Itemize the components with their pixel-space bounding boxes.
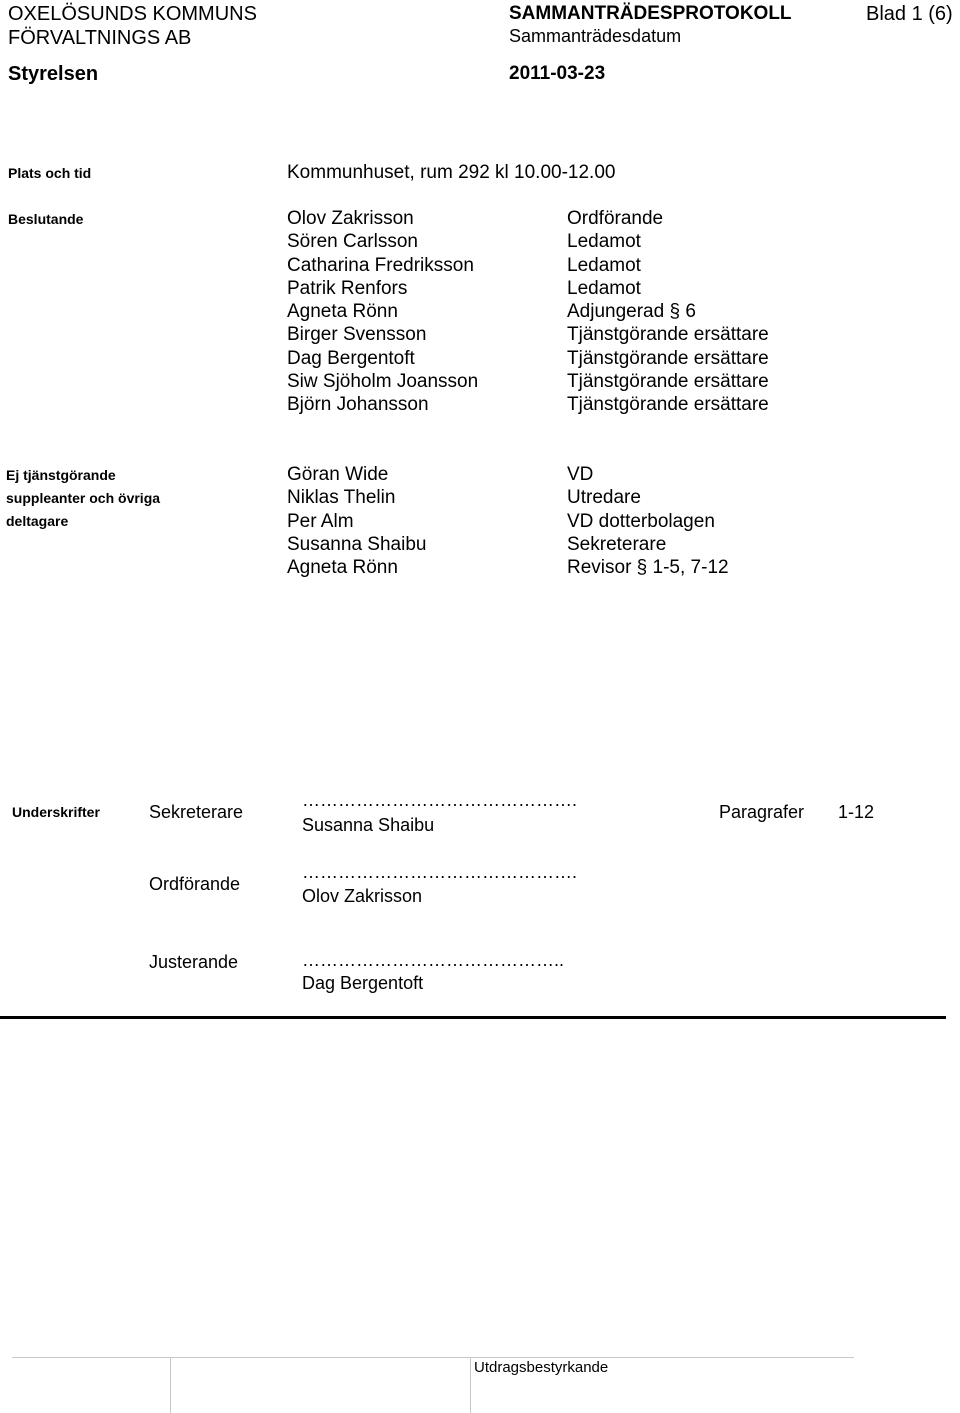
adjuster-name: Dag Bergentoft: [302, 973, 424, 993]
attendee-name: Per Alm: [287, 510, 354, 532]
attendee-name: Niklas Thelin: [287, 487, 396, 509]
attendee-name: Susanna Shaibu: [287, 533, 427, 555]
member-role: Ledamot: [567, 254, 641, 276]
attendee-name: Agneta Rönn: [287, 557, 398, 579]
member-role: Tjänstgörande ersättare: [567, 394, 769, 416]
member-role: Ledamot: [567, 231, 641, 253]
member-name: Birger Svensson: [287, 324, 427, 346]
meeting-date: 2011-03-23: [509, 63, 606, 84]
member-name: Patrik Renfors: [287, 277, 408, 299]
attendee-role: Revisor § 1-5, 7-12: [567, 557, 729, 579]
others-label-line1: Ej tjänstgörande: [6, 467, 116, 483]
secretary-name: Susanna Shaibu: [302, 815, 435, 835]
attendee-name: Göran Wide: [287, 464, 389, 485]
board-name: Styrelsen: [8, 63, 99, 85]
footer-top-border: [12, 1357, 854, 1358]
others-label-line3: deltagare: [6, 513, 69, 529]
secretary-signature-line: ……………………………………….: [302, 790, 578, 810]
page-number: Blad 1 (6): [866, 3, 953, 25]
organization-name-line2: FÖRVALTNINGS AB: [8, 27, 192, 49]
member-role: Ledamot: [567, 277, 641, 299]
member-name: Björn Johansson: [287, 394, 429, 416]
secretary-label: Sekreterare: [149, 802, 244, 822]
others-label: [6, 464, 160, 533]
decision-makers-roles: [567, 207, 769, 417]
attendee-role: VD: [567, 464, 594, 485]
member-role: Tjänstgörande ersättare: [567, 371, 769, 393]
section-divider: [0, 1016, 946, 1019]
member-role: Tjänstgörande ersättare: [567, 347, 769, 369]
decision-makers-names: [287, 207, 478, 417]
member-role: Adjungerad § 6: [567, 301, 696, 323]
footer-divider: [170, 1357, 171, 1413]
chair-label: Ordförande: [149, 874, 241, 894]
document-title: SAMMANTRÄDESPROTOKOLL: [509, 3, 792, 24]
organization-name-line1: OXELÖSUNDS KOMMUNS: [8, 3, 257, 25]
member-name: Sören Carlsson: [287, 231, 418, 253]
member-name: Siw Sjöholm Joansson: [287, 371, 479, 393]
member-name: Dag Bergentoft: [287, 347, 415, 369]
attendee-role: Sekreterare: [567, 533, 667, 555]
attendee-role: Utredare: [567, 487, 641, 509]
extract-certification-label: Utdragsbestyrkande: [474, 1359, 609, 1376]
others-names: [287, 463, 426, 579]
chair-name: Olov Zakrisson: [302, 886, 423, 906]
chair-signature-line: ……………………………………….: [302, 862, 578, 882]
others-label-line2: suppleanter och övriga: [6, 490, 161, 506]
member-role: Tjänstgörande ersättare: [567, 324, 769, 346]
footer-divider: [470, 1357, 471, 1413]
others-roles: [567, 463, 729, 579]
adjuster-signature-line: ……………………………………..: [302, 950, 565, 970]
member-name: Agneta Rönn: [287, 301, 398, 323]
member-name: Olov Zakrisson: [287, 208, 414, 229]
meeting-date-label: Sammanträdesdatum: [509, 26, 682, 46]
decision-makers-label: Beslutande: [8, 211, 84, 227]
place-label: Plats och tid: [8, 165, 92, 181]
adjuster-label: Justerande: [149, 952, 239, 972]
signatures-label: Underskrifter: [12, 804, 100, 820]
member-name: Catharina Fredriksson: [287, 254, 474, 276]
member-role: Ordförande: [567, 208, 664, 229]
paragraphs-label: Paragrafer: [719, 802, 805, 822]
paragraphs-value: 1-12: [838, 802, 875, 822]
place-value: Kommunhuset, rum 292 kl 10.00-12.00: [287, 162, 616, 183]
attendee-role: VD dotterbolagen: [567, 510, 715, 532]
